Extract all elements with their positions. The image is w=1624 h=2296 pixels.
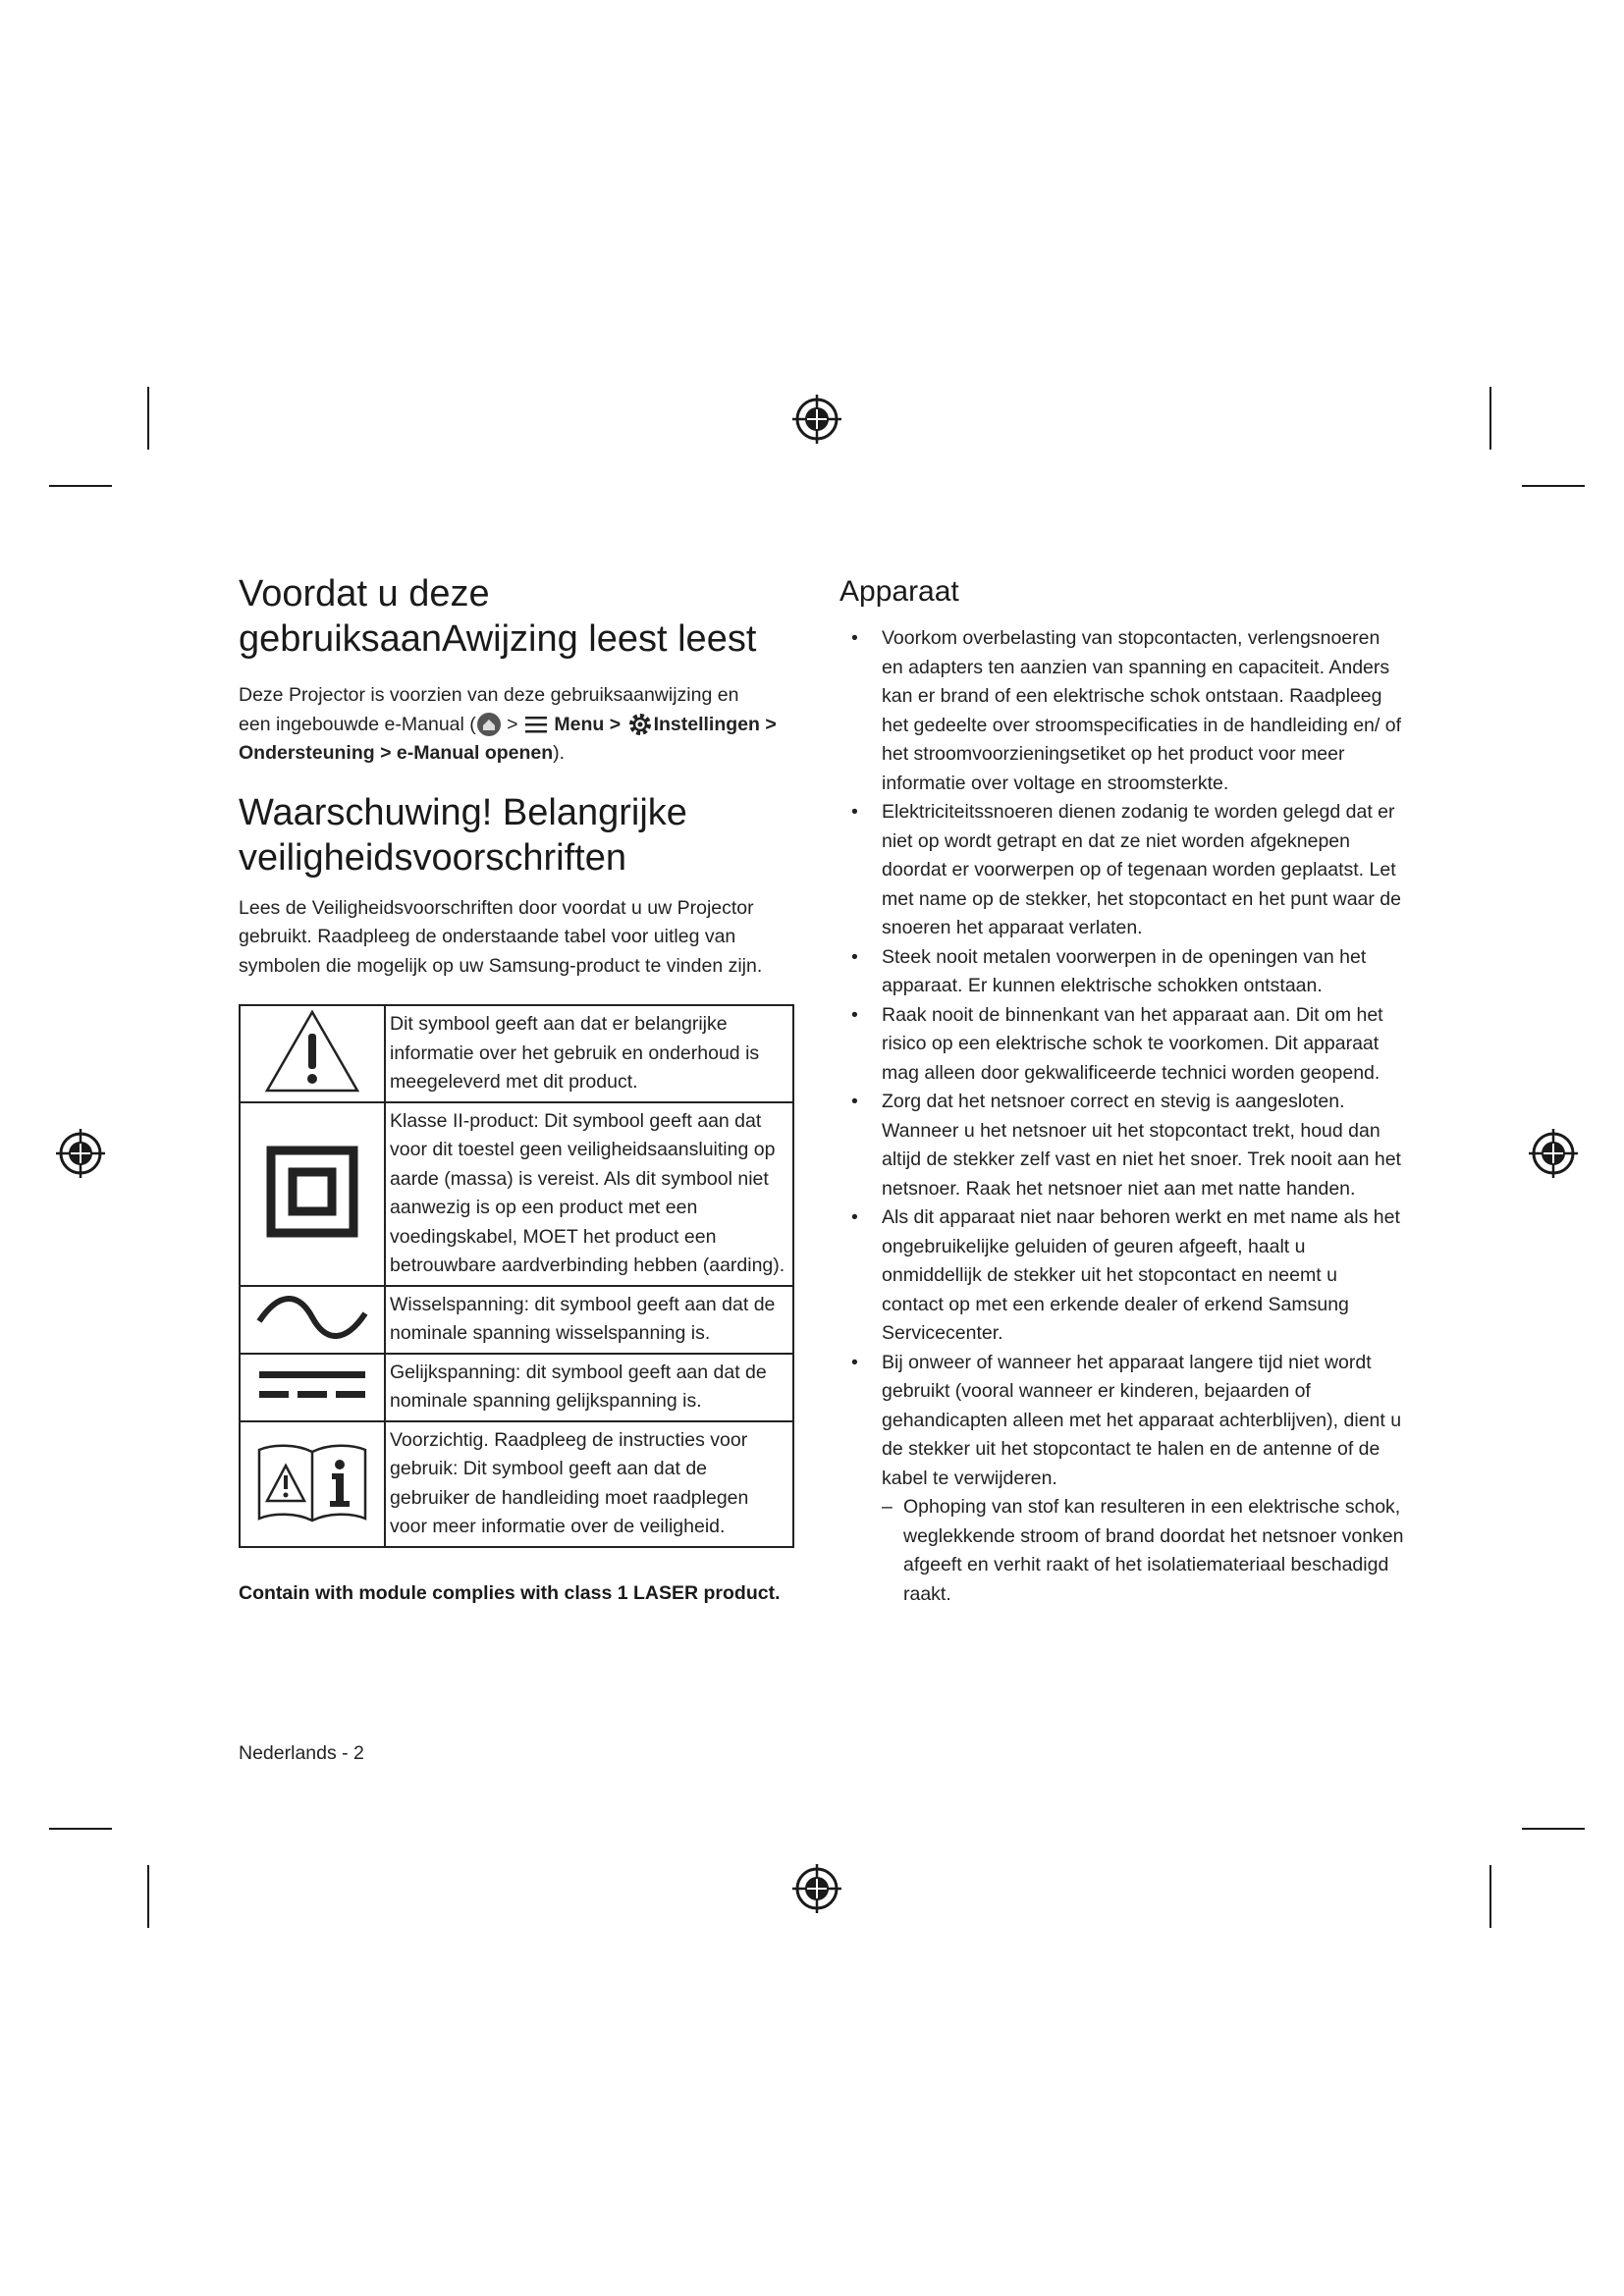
crop-mark — [49, 1828, 112, 1830]
bullet-list — [839, 624, 1404, 1493]
registration-mark-icon — [54, 1127, 107, 1180]
symbol-description: Dit symbool geeft aan dat er belangrijke informatie over het gebruik en onderhoud is meegeleverd met dit product. — [385, 1005, 793, 1102]
symbol-description: Gelijkspanning: dit symbool geeft aan dat de nominale spanning gelijkspanning is. — [385, 1354, 793, 1421]
safety-title: Waarschuwing! Belangrijke veiligheidsvoorschriften — [239, 791, 687, 879]
left-column — [239, 571, 808, 981]
menu-icon — [523, 714, 549, 735]
list-item — [839, 1088, 1404, 1203]
list-item-text: Zorg dat het netsnoer correct en stevig is aangesloten. Wanneer u het netsnoer uit het stopcontact trekt, houd dan altijd de stekker zelf vast en niet het snoer. Trek nooit aan het netsnoer. Raak het netsnoer niet aan met natte handen. — [882, 1091, 1401, 1200]
symbol-cell — [240, 1005, 385, 1102]
symbol-cell — [240, 1102, 385, 1286]
symbol-cell — [240, 1286, 385, 1354]
consult-manual-icon — [253, 1438, 371, 1524]
bullet-icon: • — [851, 1206, 858, 1228]
registration-mark-icon — [790, 1862, 843, 1915]
crop-mark — [1522, 485, 1585, 487]
list-item — [839, 798, 1404, 943]
crop-mark — [1489, 387, 1491, 450]
symbol-cell — [240, 1354, 385, 1421]
intro-paragraph — [239, 681, 808, 769]
intro-text: een ingebouwde e-Manual ( — [239, 713, 476, 735]
list-item-text: Voorkom overbelasting van stopcontacten, verlengsnoeren en adapters ten aanzien van spanning en capaciteit. Anders kan er brand of een elektrische schok ontstaan. Raadpleeg het gedeelte over stroomspecificaties in de handleiding en/ of het stroomvoorzieningsetiket op het product voor meer informatie over voltage en stroomsterkte. — [882, 627, 1402, 794]
menu-label: Menu — [549, 713, 605, 735]
intro-separator: > — [604, 713, 626, 735]
crop-mark — [49, 485, 112, 487]
registration-mark-icon — [1527, 1127, 1580, 1180]
symbol-description: Voorzichtig. Raadpleeg de instructies voor gebruik: Dit symbool geeft aan dat de gebruiker de handleiding moet raadplegen voor meer informatie over de veiligheid. — [385, 1421, 793, 1547]
right-column — [839, 575, 1404, 1609]
list-item — [839, 624, 1404, 798]
list-item-text: Als dit apparaat niet naar behoren werkt en met name als het ongebruikelijke geluiden of geuren afgeeft, haalt u onmiddellijk de stekker uit het stopcontact en neemt u contact op met een erkende dealer of erkend Samsung Servicecenter. — [882, 1206, 1400, 1344]
symbol-description: Wisselspanning: dit symbool geeft aan dat de nominale spanning wisselspanning is. — [385, 1286, 793, 1354]
list-item — [839, 943, 1404, 1001]
crop-mark — [147, 387, 149, 450]
dc-voltage-icon — [255, 1363, 369, 1407]
ac-voltage-icon — [255, 1296, 369, 1339]
crop-mark — [1522, 1828, 1585, 1830]
laser-note: Contain with module complies with class 1 LASER product. — [239, 1582, 781, 1604]
list-item-text: Bij onweer of wanneer het apparaat langere tijd niet wordt gebruikt (vooral wanneer er kinderen, bejaarden of gehandicapten alleen met het apparaat achterblijven), dient u de stekker uit het stopcontact te halen en de antenne of de kabel te verwijderen. — [882, 1351, 1402, 1489]
crop-mark — [1489, 1865, 1491, 1928]
page-title: Voordat u deze gebruiksaanAwijzing leest leest — [239, 573, 757, 660]
symbols-table — [239, 1004, 794, 1548]
intro-line — [239, 739, 808, 769]
bullet-icon: • — [851, 1003, 858, 1026]
section-heading: Apparaat — [839, 575, 959, 608]
table-row — [240, 1102, 793, 1286]
list-item — [839, 1203, 1404, 1349]
sub-list-item-text: Ophoping van stof kan resulteren in een elektrische schok, weglekkende stroom of brand doordat het netsnoer vonken afgeeft en verhit raakt of het isolatiemateriaal beschadigd raakt. — [903, 1496, 1404, 1605]
support-path: Ondersteuning > e-Manual openen — [239, 742, 554, 764]
symbol-cell — [240, 1421, 385, 1547]
table-row — [240, 1005, 793, 1102]
settings-label: Instellingen — [653, 713, 760, 735]
bullet-icon: • — [851, 627, 858, 649]
intro-line: Deze Projector is voorzien van deze gebruiksaanwijzing en — [239, 684, 739, 706]
sub-list-item — [839, 1493, 1404, 1609]
page-footer: Nederlands - 2 — [239, 1742, 364, 1764]
list-item — [839, 1001, 1404, 1089]
registration-mark-icon — [790, 393, 843, 446]
list-item-text: Elektriciteitssnoeren dienen zodanig te worden gelegd dat er niet op wordt getrapt en dat ze niet worden afgeknepen doordat er voorwerpen op of tegenaan worden geplaatst. Let met name op de stekker, het stopcontact en het punt waar de snoeren het apparaat verlaten. — [882, 801, 1401, 938]
list-item-text: Raak nooit de binnenkant van het apparaat aan. Dit om het risico op een elektrische schok te voorkomen. Dit apparaat mag alleen door gekwalificeerde technici worden geopend. — [882, 1003, 1383, 1084]
warning-triangle-icon — [263, 1008, 361, 1095]
bullet-icon: • — [851, 945, 858, 968]
dash-icon: – — [882, 1496, 893, 1518]
gear-icon — [626, 711, 654, 738]
bullet-icon: • — [851, 801, 858, 823]
intro-line — [239, 711, 808, 740]
table-row — [240, 1421, 793, 1547]
intro-separator: > — [501, 713, 523, 735]
table-row — [240, 1286, 793, 1354]
home-icon — [476, 712, 502, 737]
bullet-icon: • — [851, 1351, 858, 1373]
intro-text: ). — [553, 742, 566, 764]
intro-separator: > — [759, 713, 777, 735]
crop-mark — [147, 1865, 149, 1928]
safety-intro: Lees de Veiligheidsvoorschriften door voordat u uw Projector gebruikt. Raadpleeg de onderstaande tabel voor uitleg van symbolen die mogelijk op uw Samsung-product te vinden zijn. — [239, 896, 763, 977]
class-ii-double-square-icon — [265, 1145, 359, 1239]
list-item — [839, 1349, 1404, 1494]
table-row — [240, 1354, 793, 1421]
symbol-description: Klasse II-product: Dit symbool geeft aan dat voor dit toestel geen veiligheidsaansluiting op aarde (massa) is vereist. Als dit symbool niet aanwezig is op een product met een voedingskabel, MOET het product een betrouwbare aardverbinding hebben (aarding). — [385, 1102, 793, 1286]
list-item-text: Steek nooit metalen voorwerpen in de openingen van het apparaat. Er kunnen elektrische schokken ontstaan. — [882, 945, 1367, 996]
bullet-icon: • — [851, 1091, 858, 1112]
